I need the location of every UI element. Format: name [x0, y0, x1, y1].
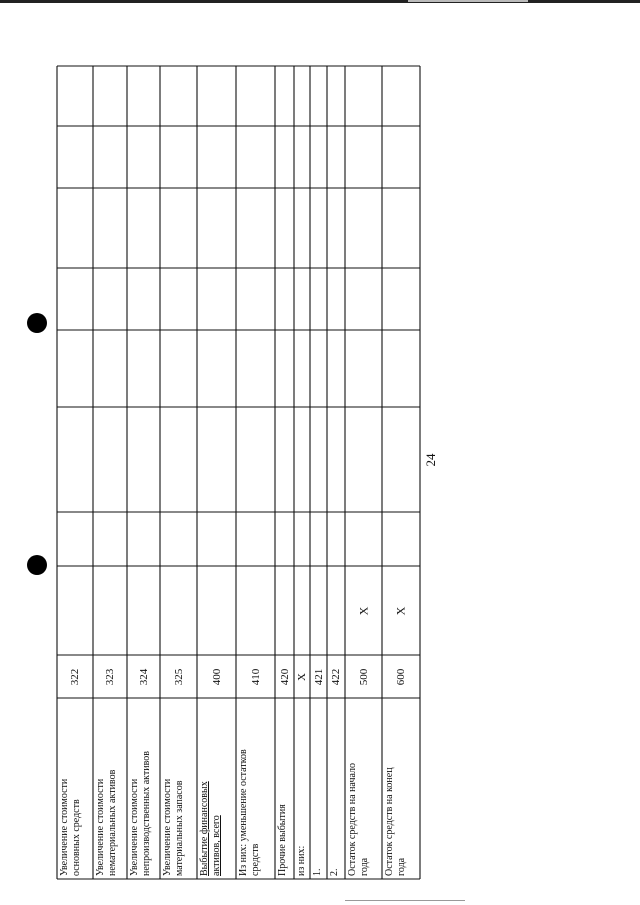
row-label-line: из них:: [296, 845, 307, 876]
row-code: 422: [330, 668, 342, 685]
row-code: 322: [69, 668, 81, 685]
row-label: [312, 869, 324, 877]
row-label: [347, 763, 371, 876]
row-label-line: Выбытие финансовых: [199, 781, 210, 876]
row-label-line: Остаток средств на конец: [384, 767, 395, 876]
row-label: [95, 770, 119, 876]
row-label-line: Увеличение стоимости: [59, 778, 70, 876]
row-label: [199, 781, 223, 876]
row-code: 325: [172, 668, 185, 685]
row-label-line: 2.: [329, 868, 340, 876]
row-label-line: активов, всего: [211, 815, 223, 876]
row-code: 421: [312, 668, 325, 685]
row-label-line: Увеличение стоимости: [95, 778, 106, 876]
row-label: [277, 804, 289, 876]
row-code: 410: [249, 668, 262, 685]
row-label-line: Из них: уменьшение остатков: [238, 749, 249, 876]
row-label-line: 1.: [312, 868, 323, 876]
row-label-line: нематериальных активов: [107, 769, 119, 876]
page-number: 24: [423, 453, 438, 467]
row-label-line: материальных запасов: [174, 780, 186, 876]
row-label-line: Прочие выбытия: [277, 804, 288, 876]
row-label: [129, 751, 153, 876]
row-label-line: Остаток средств на начало: [347, 762, 358, 876]
row-code: 400: [210, 668, 223, 685]
row-label: [384, 767, 408, 876]
not-applicable-mark: X: [393, 606, 408, 615]
row-label: [162, 779, 186, 876]
row-label: [329, 869, 341, 877]
row-label-line: основных средств: [71, 799, 83, 876]
row-code: X: [296, 672, 308, 681]
row-label-line: года: [396, 857, 408, 876]
row-label-line: непроизводственных активов: [141, 751, 153, 876]
row-label: [296, 846, 308, 876]
row-code: 500: [357, 668, 370, 685]
row-label: [59, 779, 83, 876]
row-label-line: года: [359, 857, 371, 876]
row-label-line: средств: [250, 843, 262, 876]
row-label-line: Увеличение стоимости: [129, 778, 140, 876]
row-code: 600: [395, 668, 407, 685]
row-label-line: Увеличение стоимости: [162, 778, 173, 876]
not-applicable-mark: X: [356, 606, 370, 615]
row-code: 324: [137, 668, 150, 685]
row-label: [238, 749, 262, 876]
row-code: 420: [278, 668, 291, 685]
row-code: 323: [104, 668, 116, 685]
